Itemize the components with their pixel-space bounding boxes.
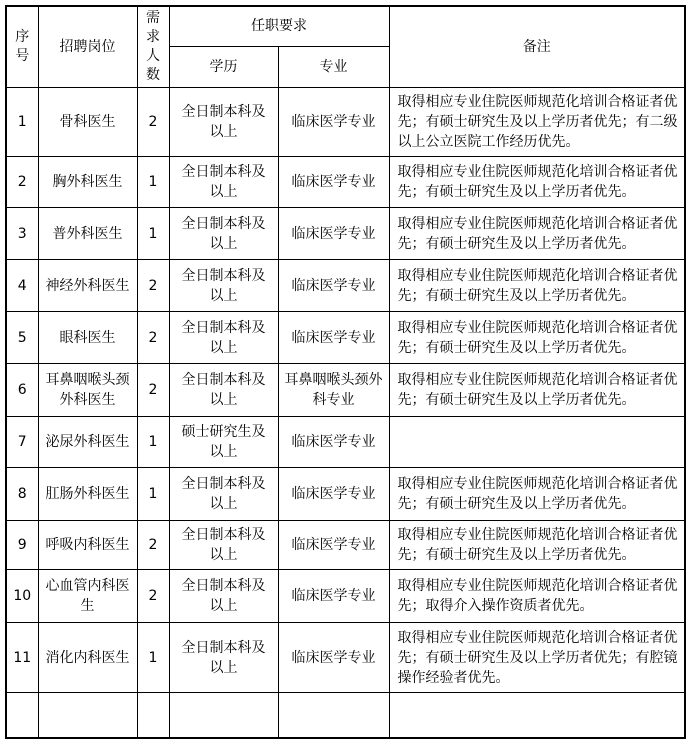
empty-cell — [6, 693, 38, 739]
remarks-cell: 取得相应专业住院医师规范化培训合格证者优先；有硕士研究生及以上学历者优先。 — [389, 157, 685, 208]
row-number-cell: 7 — [6, 417, 38, 468]
headcount-cell: 1 — [137, 468, 169, 521]
position-cell: 眼科医生 — [38, 312, 137, 364]
col-header-no — [6, 6, 38, 88]
position-cell: 心血管内科医生 — [38, 570, 137, 623]
headcount-cell: 2 — [137, 88, 169, 157]
education-text: 全日制本科及以上 — [181, 215, 266, 252]
position-cell: 胸外科医生 — [38, 157, 137, 208]
col-header-education: 学历 — [169, 46, 278, 87]
table-row — [6, 260, 685, 312]
education-text: 全日制本科及以上 — [181, 476, 266, 512]
col-header-position: 招聘岗位 — [38, 6, 137, 88]
major-cell: 临床医学专业 — [278, 623, 389, 693]
remarks-cell: 取得相应专业住院医师规范化培训合格证者优先；有硕士研究生及以上学历者优先。 — [389, 312, 685, 364]
headcount-cell: 1 — [137, 157, 169, 208]
remarks-cell: 取得相应专业住院医师规范化培训合格证者优先；有硕士研究生及以上学历者优先；有腔镜操作经验者优先。 — [389, 623, 685, 693]
table-row — [6, 570, 685, 623]
headcount-cell: 1 — [137, 417, 169, 468]
education-cell — [169, 417, 278, 468]
row-number-cell: 9 — [6, 521, 38, 570]
education-text: 全日制本科及以上 — [181, 639, 266, 676]
position-cell: 泌尿外科医生 — [38, 417, 137, 468]
row-number-cell: 11 — [6, 623, 38, 693]
headcount-cell: 2 — [137, 364, 169, 417]
education-text: 全日制本科及以上 — [181, 164, 266, 200]
position-cell: 普外科医生 — [38, 208, 137, 260]
table-row — [6, 417, 685, 468]
position-cell: 耳鼻咽喉头颈外科医生 — [38, 364, 137, 417]
recruitment-table — [5, 5, 686, 739]
remarks-cell: 取得相应专业住院医师规范化培训合格证者优先；有硕士研究生及以上学历者优先；有二级以上公立医院工作经历优先。 — [389, 88, 685, 157]
education-cell — [169, 364, 278, 417]
col-header-no-label: 序号 — [15, 29, 30, 64]
table-row — [6, 521, 685, 570]
position-cell: 消化内科医生 — [38, 623, 137, 693]
table-row-partial — [6, 693, 685, 739]
education-text: 全日制本科及以上 — [181, 527, 266, 563]
empty-cell — [38, 693, 137, 739]
education-cell — [169, 468, 278, 521]
remarks-cell: 取得相应专业住院医师规范化培训合格证者优先；有硕士研究生及以上学历者优先。 — [389, 521, 685, 570]
major-cell: 临床医学专业 — [278, 260, 389, 312]
major-cell: 临床医学专业 — [278, 468, 389, 521]
headcount-cell: 1 — [137, 208, 169, 260]
remarks-cell: 取得相应专业住院医师规范化培训合格证者优先；有硕士研究生及以上学历者优先。 — [389, 208, 685, 260]
col-header-requirements: 任职要求 — [169, 6, 389, 46]
education-cell — [169, 260, 278, 312]
table-row — [6, 157, 685, 208]
major-cell: 临床医学专业 — [278, 521, 389, 570]
headcount-cell: 2 — [137, 570, 169, 623]
position-cell: 神经外科医生 — [38, 260, 137, 312]
table-row — [6, 88, 685, 157]
education-cell — [169, 208, 278, 260]
empty-cell — [137, 693, 169, 739]
education-text: 全日制本科及以上 — [181, 578, 266, 614]
row-number-cell: 3 — [6, 208, 38, 260]
col-header-headcount — [137, 6, 169, 88]
major-cell: 临床医学专业 — [278, 312, 389, 364]
headcount-cell: 2 — [137, 312, 169, 364]
row-number-cell: 8 — [6, 468, 38, 521]
col-header-remarks: 备注 — [389, 6, 685, 88]
education-text: 全日制本科及以上 — [181, 319, 266, 356]
major-cell: 临床医学专业 — [278, 570, 389, 623]
position-cell: 骨科医生 — [38, 88, 137, 157]
education-cell — [169, 521, 278, 570]
remarks-cell: 取得相应专业住院医师规范化培训合格证者优先；有硕士研究生及以上学历者优先。 — [389, 468, 685, 521]
education-text: 全日制本科及以上 — [181, 372, 266, 408]
row-number-cell: 1 — [6, 88, 38, 157]
table-body — [6, 88, 685, 739]
table-row — [6, 468, 685, 521]
education-cell — [169, 312, 278, 364]
education-text: 全日制本科及以上 — [181, 267, 266, 304]
major-cell: 耳鼻咽喉头颈外科专业 — [278, 364, 389, 417]
row-number-cell: 2 — [6, 157, 38, 208]
education-text: 全日制本科及以上 — [181, 104, 266, 140]
remarks-cell: 取得相应专业住院医师规范化培训合格证者优先；取得介入操作资质者优先。 — [389, 570, 685, 623]
remarks-cell: 取得相应专业住院医师规范化培训合格证者优先；有硕士研究生及以上学历者优先。 — [389, 260, 685, 312]
major-cell: 临床医学专业 — [278, 88, 389, 157]
table-row — [6, 312, 685, 364]
education-text: 硕士研究生及以上 — [181, 424, 266, 460]
empty-cell — [389, 693, 685, 739]
education-cell — [169, 570, 278, 623]
education-cell — [169, 88, 278, 157]
position-cell: 呼吸内科医生 — [38, 521, 137, 570]
major-cell: 临床医学专业 — [278, 417, 389, 468]
empty-cell — [169, 693, 278, 739]
table-row — [6, 623, 685, 693]
row-number-cell: 10 — [6, 570, 38, 623]
headcount-cell: 1 — [137, 623, 169, 693]
col-header-headcount-label: 需求人数 — [146, 10, 160, 83]
row-number-cell: 6 — [6, 364, 38, 417]
row-number-cell: 4 — [6, 260, 38, 312]
table-header — [6, 6, 685, 88]
headcount-cell: 2 — [137, 521, 169, 570]
major-cell: 临床医学专业 — [278, 208, 389, 260]
remarks-cell — [389, 417, 685, 468]
col-header-major: 专业 — [278, 46, 389, 87]
row-number-cell: 5 — [6, 312, 38, 364]
education-cell — [169, 623, 278, 693]
position-cell: 肛肠外科医生 — [38, 468, 137, 521]
remarks-cell: 取得相应专业住院医师规范化培训合格证者优先；有硕士研究生及以上学历者优先。 — [389, 364, 685, 417]
header-row-top — [6, 6, 685, 46]
table-row — [6, 364, 685, 417]
table-row — [6, 208, 685, 260]
major-cell: 临床医学专业 — [278, 157, 389, 208]
empty-cell — [278, 693, 389, 739]
education-cell — [169, 157, 278, 208]
headcount-cell: 2 — [137, 260, 169, 312]
